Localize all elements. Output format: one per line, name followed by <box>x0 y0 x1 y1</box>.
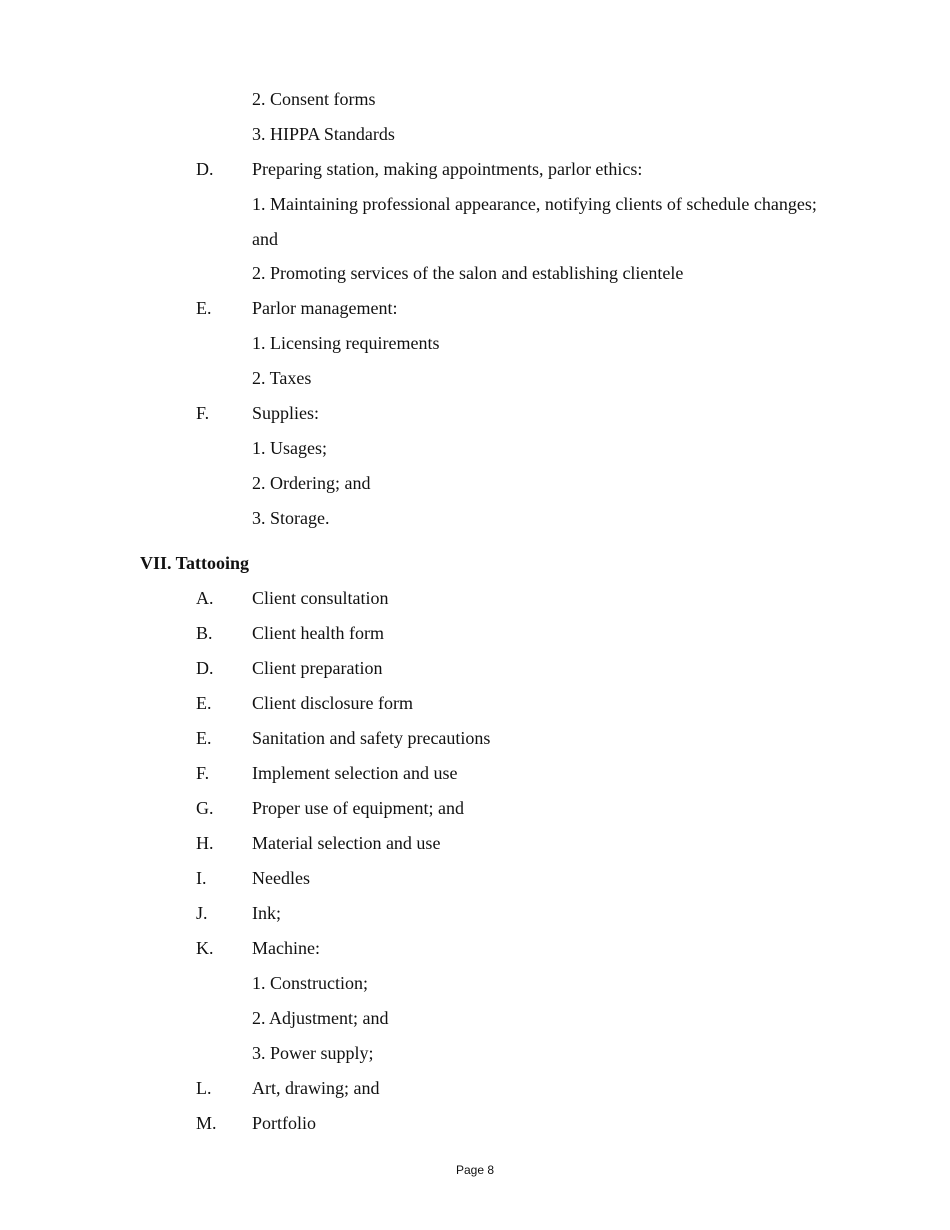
outline-item-text: Portfolio <box>252 1113 317 1133</box>
page-number: Page 8 <box>455 1163 495 1177</box>
list-item-text: 3. Storage. <box>252 508 330 528</box>
list-item-text: 2. Consent forms <box>252 89 376 109</box>
outline-marker: D. <box>196 159 214 179</box>
outline-marker: E. <box>196 693 212 713</box>
outline-marker: E. <box>196 298 212 318</box>
list-item-text: 1. Construction; <box>252 973 368 993</box>
outline-marker: H. <box>196 833 214 853</box>
list-item-text: 2. Ordering; and <box>252 473 371 493</box>
outline-marker: B. <box>196 623 213 643</box>
outline-item-text: Machine: <box>252 938 320 958</box>
outline-item-text: Implement selection and use <box>252 763 458 783</box>
outline-item-text: Ink; <box>252 903 281 923</box>
list-item-text: 1. Maintaining professional appearance, notifying clients of schedule changes; <box>252 194 817 214</box>
outline-item-text: Material selection and use <box>252 833 441 853</box>
outline-marker: K. <box>196 938 214 958</box>
outline-marker: G. <box>196 798 214 818</box>
list-item-text: 2. Adjustment; and <box>252 1008 389 1028</box>
outline-marker: F. <box>196 403 210 423</box>
section-heading: VII. Tattooing <box>140 553 250 573</box>
list-item-text: 3. HIPPA Standards <box>252 124 395 144</box>
outline-item-text: Art, drawing; and <box>252 1078 380 1098</box>
outline-marker: I. <box>196 868 207 888</box>
outline-marker: E. <box>196 728 212 748</box>
list-item-text: 2. Taxes <box>252 368 312 388</box>
outline-item-text: Sanitation and safety precautions <box>252 728 491 748</box>
outline-item-text: Client disclosure form <box>252 693 413 713</box>
outline-marker: J. <box>196 903 208 923</box>
outline-item-text: Supplies: <box>252 403 320 423</box>
outline-item-text: Client consultation <box>252 588 389 608</box>
outline-item-text: Preparing station, making appointments, parlor ethics: <box>252 159 643 179</box>
outline-item-text: Client preparation <box>252 658 383 678</box>
outline-item-text: Client health form <box>252 623 384 643</box>
outline-marker: M. <box>196 1113 217 1133</box>
outline-item-text: Needles <box>252 868 310 888</box>
outline-item-text: Proper use of equipment; and <box>252 798 464 818</box>
list-item-text: 1. Licensing requirements <box>252 333 440 353</box>
outline-marker: A. <box>196 588 214 608</box>
outline-item-text: Parlor management: <box>252 298 398 318</box>
outline-marker: D. <box>196 658 214 678</box>
list-item-text: and <box>252 229 278 249</box>
outline-marker: L. <box>196 1078 212 1098</box>
list-item-text: 3. Power supply; <box>252 1043 374 1063</box>
outline-marker: F. <box>196 763 210 783</box>
list-item-text: 2. Promoting services of the salon and establishing clientele <box>252 263 684 283</box>
list-item-text: 1. Usages; <box>252 438 327 458</box>
